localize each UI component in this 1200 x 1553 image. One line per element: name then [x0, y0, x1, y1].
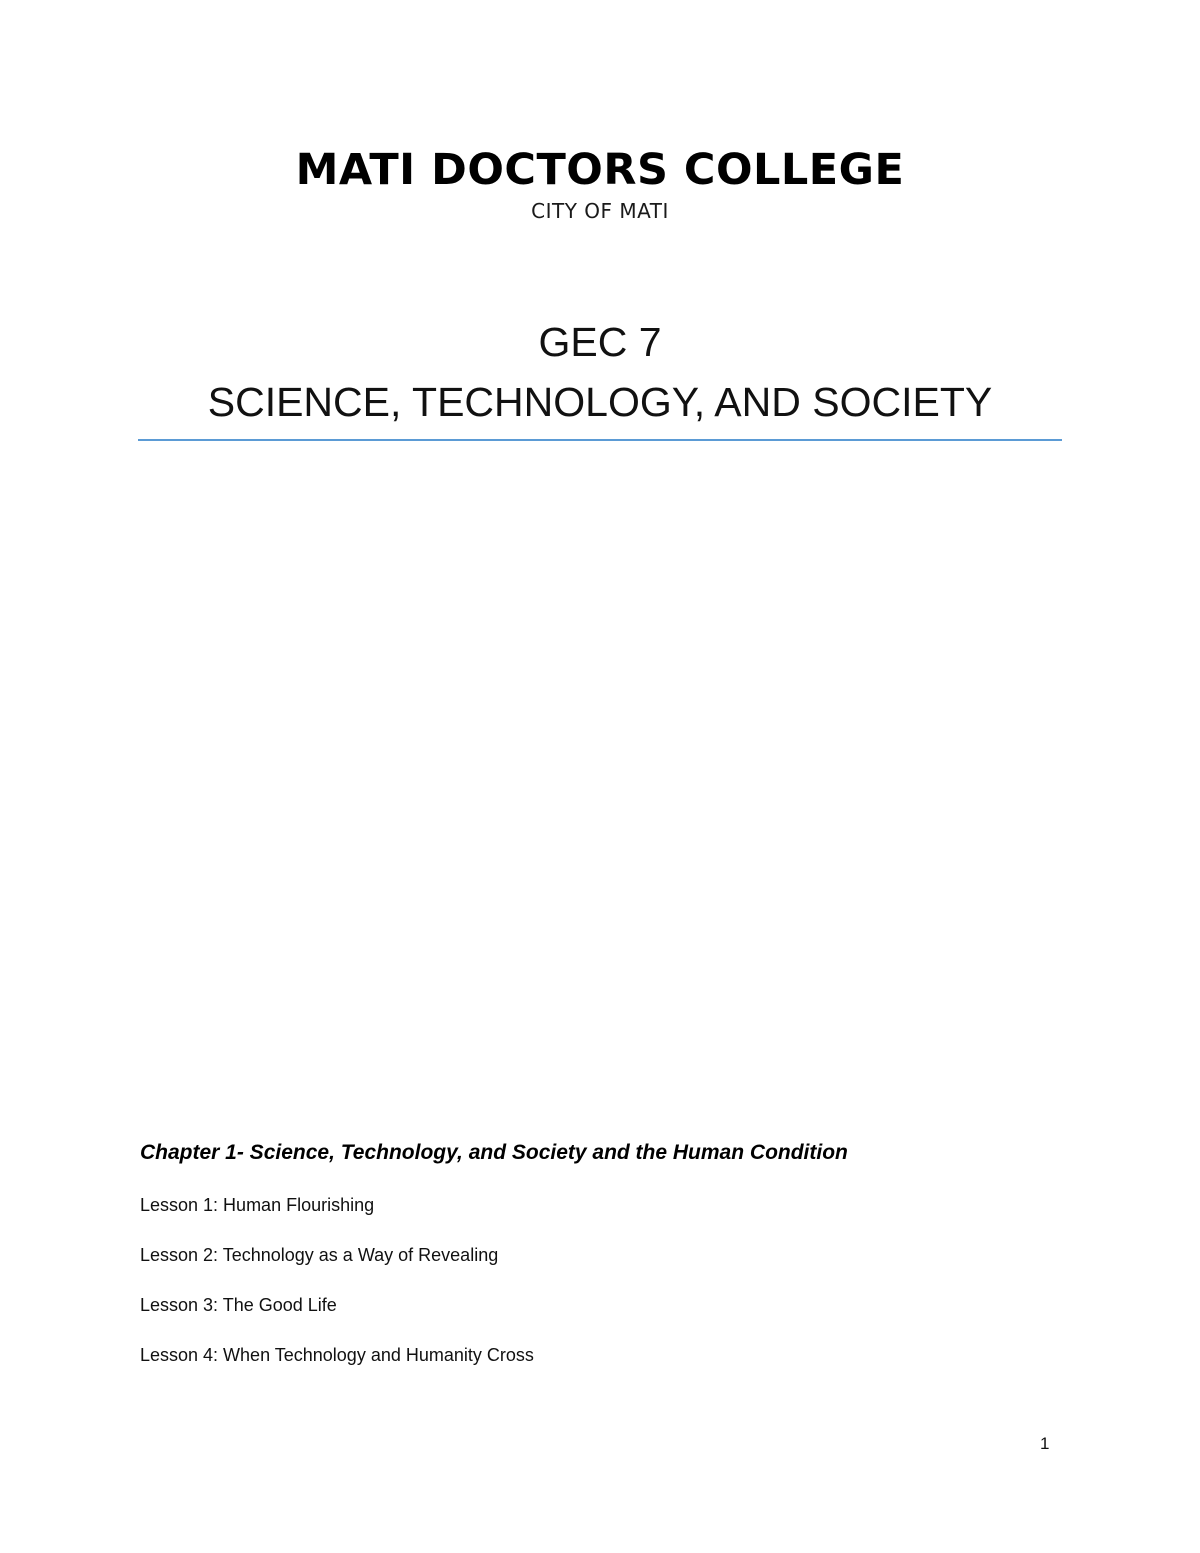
lesson-item-4: Lesson 4: When Technology and Humanity Cross [140, 1345, 534, 1365]
course-code: GEC 7 [538, 319, 662, 365]
college-name: MATI DOCTORS COLLEGE [295, 145, 905, 195]
college-city: CITY OF MATI [531, 199, 669, 223]
page-number: 1 [1040, 1434, 1050, 1453]
lesson-item-1: Lesson 1: Human Flourishing [140, 1195, 375, 1215]
lesson-item-3: Lesson 3: The Good Life [140, 1295, 337, 1315]
lesson-item-2: Lesson 2: Technology as a Way of Revealing [140, 1245, 499, 1265]
title-divider [138, 439, 1062, 441]
chapter-heading: Chapter 1- Science, Technology, and Society and the Human Condition [140, 1141, 848, 1164]
course-title: SCIENCE, TECHNOLOGY, AND SOCIETY [207, 379, 993, 425]
